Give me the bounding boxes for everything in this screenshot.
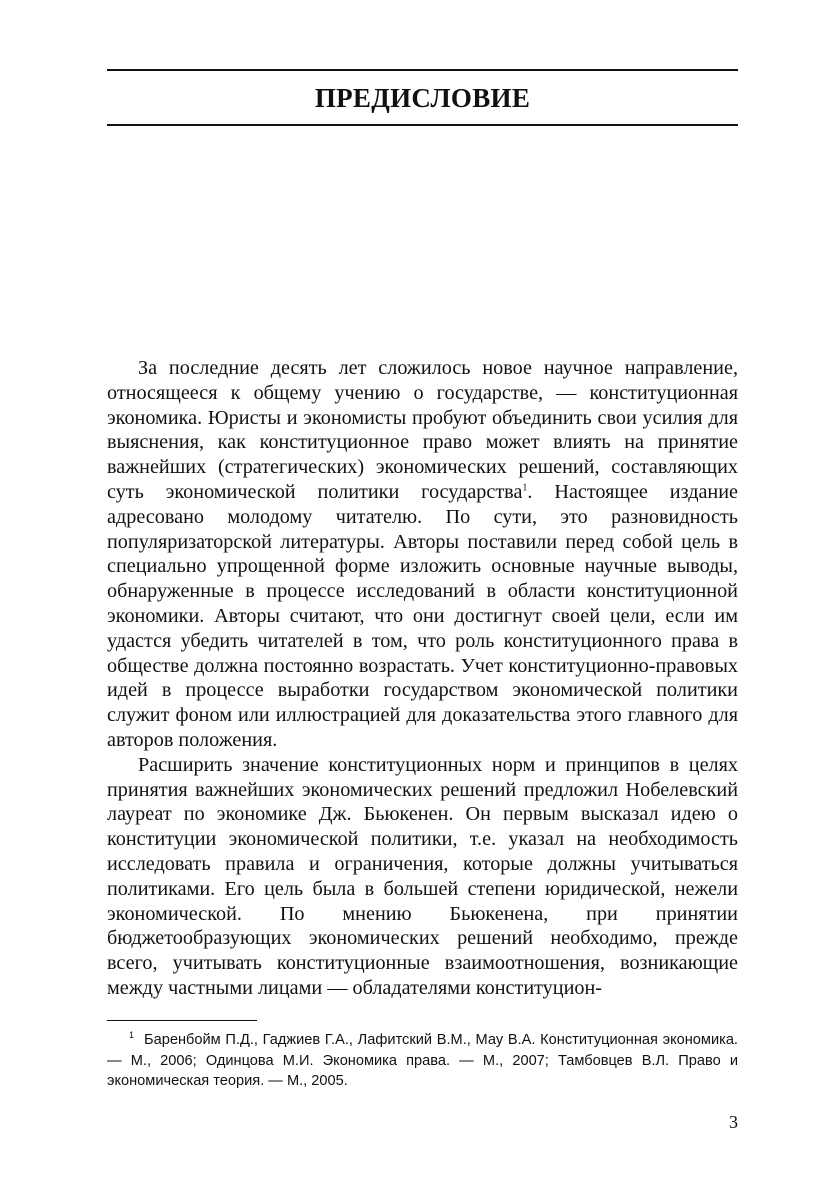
paragraph-2: Расширить значение конституционных норм и принципов в целях принятия важнейших экономических решений предложил Нобелевский лауреат по экономике Дж. Бьюкенен. Он первым высказал идею о конституции экономической политики, т.е. указал на необходимость исследовать правила и ограничения, которые должны учитываться политиками. Его цель была в большей степени юридической, нежели экономической. По мнению Бьюкенена, при принятии бюджетообразующих экономических решений необходимо, прежде всего, учитывать конституционные взаимоотношения, возникающие между частными лицами — обладателями конституцион- bbox=[107, 753, 738, 999]
footnote-text: Баренбойм П.Д., Гаджиев Г.А., Лафитский В.М., Мау В.А. Конституционная экономика. — М., 2006; Одинцова М.И. Экономика права. — М., 2007; Тамбовцев В.Л. Право и экономическая теория. — М., 2005. bbox=[107, 1032, 738, 1089]
chapter-title: ПРЕДИСЛОВИЕ bbox=[314, 83, 531, 113]
heading-bottom-rule bbox=[107, 124, 738, 126]
page-number: 3 bbox=[729, 1112, 738, 1132]
paragraph-1-continuation: . Настоящее издание адресовано молодому читателю. По сути, это разновидность популяризаторской литературы. Авторы поставили перед собой цель в специально упрощенной форме изложить основные научные выводы, обнаруженные в процессе исследований в области конституционной экономики. Авторы считают, что они достигнут своей цели, если им удастся убедить читателей в том, что роль конституционного права в обществе должна постоянно возрастать. Учет конституционно-правовых идей в процессе выработки государством экономической политики служит фоном или иллюстрацией для доказательства этого главного для авторов положения. bbox=[107, 480, 738, 751]
footnote bbox=[107, 1030, 738, 1092]
main-text bbox=[107, 356, 738, 1001]
paragraph-1-text: За последние десять лет сложилось новое научное направление, относящееся к общему учению о государстве, — конституционная экономика. Юристы и экономисты пробуют объединить свои усилия для выяснения, как конституционное право может влиять на принятие важнейших (стратегических) экономических решений, составляющих суть экономической политики государства bbox=[107, 357, 738, 503]
heading-top-rule bbox=[107, 69, 738, 71]
footnote-reference: 1 bbox=[522, 482, 528, 494]
footnote-separator bbox=[107, 1020, 257, 1021]
footnote-number: 1 bbox=[129, 1030, 135, 1041]
paragraph-1 bbox=[107, 356, 738, 753]
